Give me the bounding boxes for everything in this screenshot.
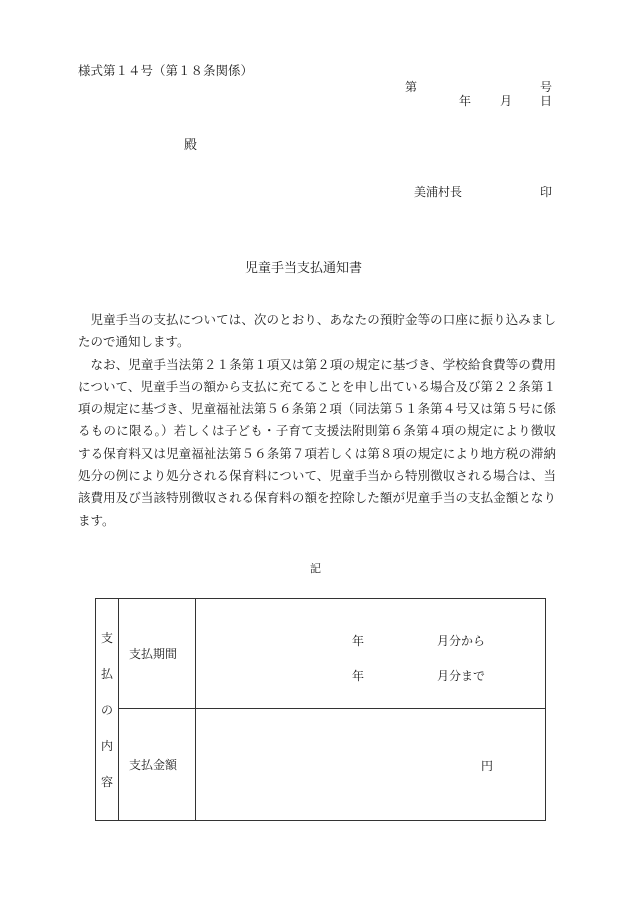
vertical-char: 容 — [100, 774, 113, 789]
period-to-month: 月分まで — [437, 669, 486, 683]
form-number: 様式第１４号（第１８条関係） — [78, 63, 254, 78]
payment-content-vertical-label — [96, 599, 119, 821]
date-day: 日 — [540, 94, 553, 108]
vertical-char: 払 — [100, 666, 113, 681]
vertical-char: の — [100, 702, 113, 717]
period-to-year: 年 — [352, 669, 365, 683]
payment-amount-label: 支払金額 — [119, 709, 196, 821]
body-text — [78, 309, 556, 532]
addressee-suffix: 殿 — [184, 138, 198, 153]
body-paragraph: なお、児童手当法第２１条第１項又は第２項の規定に基づき、学校給食費等の費用について、児童手当の額から支払に充てることを申し出ている場合及び第２２条第１項の規定に基づき、児童福祉法第５６条第２項（同法第５１条第４号又は第５号に係るものに限る。）若しくは子ども・子育て支援法附則第６条第４項の規定により徴収する保育料又は児童福祉法第５６条第７項若しくは第８項の規定により地方税の滞納処分の例により処分される保育料について、児童手当から特別徴収される場合は、当該費用及び当該特別徴収される保育料の額を控除した額が児童手当の支払金額となります。 — [78, 356, 556, 528]
amount-unit: 円 — [481, 759, 494, 773]
date-year: 年 — [459, 94, 472, 108]
period-from-year: 年 — [352, 634, 365, 648]
body-paragraph: 児童手当の支払については、次のとおり、あなたの預貯金等の口座に振り込みましたので通知します。 — [78, 312, 556, 350]
ki-marker: 記 — [310, 562, 321, 575]
period-from-month: 月分から — [437, 634, 486, 648]
issuer-name: 美浦村長 — [414, 185, 463, 199]
date-month: 月 — [500, 94, 513, 108]
vertical-char: 支 — [100, 630, 113, 645]
doc-number-prefix: 第 — [405, 80, 418, 94]
payment-period-label: 支払期間 — [119, 599, 196, 709]
payment-period-cell — [196, 599, 546, 709]
payment-amount-cell — [196, 709, 546, 821]
vertical-char: 内 — [100, 738, 113, 753]
doc-number-suffix: 号 — [540, 80, 553, 94]
issuer-seal: 印 — [540, 185, 553, 199]
document-title: 児童手当支払通知書 — [245, 261, 363, 276]
payment-detail-table — [95, 598, 546, 821]
